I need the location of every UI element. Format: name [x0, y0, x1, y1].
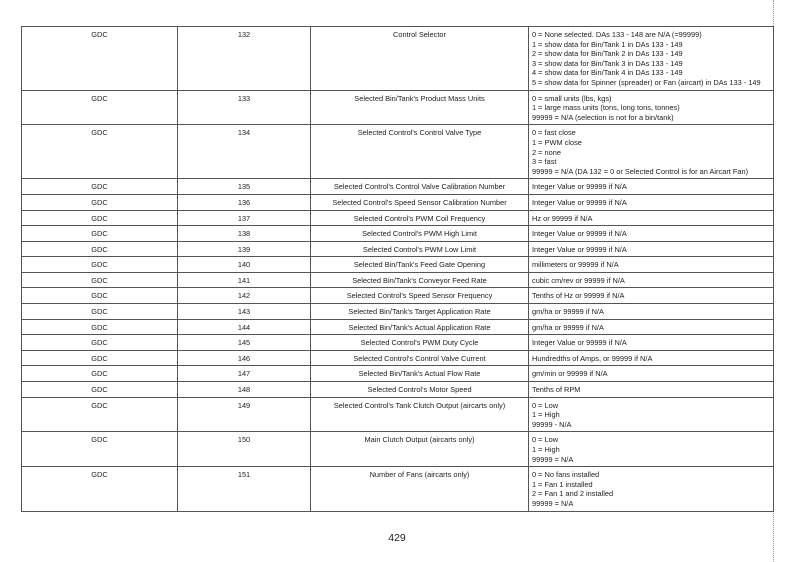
description-cell [529, 288, 774, 304]
da-name-cell: Selected Bin/Tank's Actual Application Rate [311, 319, 529, 335]
description-line: 1 = show data for Bin/Tank 1 in DAs 133 - 149 [532, 39, 683, 49]
description-line: Integer Value or 99999 if N/A [532, 229, 627, 239]
page-number: 429 [388, 532, 406, 544]
table-row [22, 210, 774, 226]
da-number-cell: 141 [178, 272, 311, 288]
table-row [22, 272, 774, 288]
da-number-cell: 133 [178, 90, 311, 125]
description-line: 1 = High [532, 410, 560, 420]
description-line: 0 = Low [532, 435, 559, 445]
da-name-cell: Selected Bin/Tank's Product Mass Units [311, 90, 529, 125]
da-number-cell: 140 [178, 257, 311, 273]
description-line: 5 = show data for Spinner (spreader) or Fan (aircart) in DAs 133 - 149 [532, 77, 761, 87]
da-name-cell: Selected Bin/Tank's Actual Flow Rate [311, 366, 529, 382]
da-name-cell: Selected Bin/Tank's Target Application Rate [311, 304, 529, 320]
description-line: Tenths of Hz or 99999 if N/A [532, 291, 625, 301]
da-name-cell: Control Selector [311, 27, 529, 91]
da-number-cell: 143 [178, 304, 311, 320]
description-line: 1 = PWM close [532, 137, 582, 147]
table-body [22, 27, 774, 512]
da-name-cell: Selected Control's PWM Coil Frequency [311, 210, 529, 226]
table-row [22, 304, 774, 320]
description-line: cubic cm/rev or 99999 if N/A [532, 275, 625, 285]
table-row [22, 397, 774, 432]
description-cell [529, 432, 774, 467]
description-line: 99999 = N/A [532, 498, 574, 508]
description-line: 99999 - N/A [532, 419, 572, 429]
da-number-cell: 132 [178, 27, 311, 91]
description-cell [529, 350, 774, 366]
description-cell [529, 179, 774, 195]
source-cell: GDC [22, 382, 178, 398]
da-name-cell: Selected Control's Control Valve Calibration Number [311, 179, 529, 195]
description-cell [529, 257, 774, 273]
da-number-cell: 139 [178, 241, 311, 257]
table-row [22, 366, 774, 382]
description-line: gm/ha or 99999 if N/A [532, 307, 604, 317]
description-line: Integer Value or 99999 if N/A [532, 197, 627, 207]
table-row [22, 257, 774, 273]
source-cell: GDC [22, 257, 178, 273]
source-cell: GDC [22, 194, 178, 210]
description-line: Hundredths of Amps, or 99999 if N/A [532, 353, 653, 363]
description-line: 4 = show data for Bin/Tank 4 in DAs 133 - 149 [532, 68, 683, 78]
source-cell: GDC [22, 179, 178, 195]
da-number-cell: 138 [178, 226, 311, 242]
description-line: Tenths of RPM [532, 385, 581, 395]
da-name-cell: Selected Control's Motor Speed [311, 382, 529, 398]
da-name-cell: Selected Bin/Tank's Feed Gate Opening [311, 257, 529, 273]
table-row [22, 335, 774, 351]
source-cell: GDC [22, 350, 178, 366]
description-line: 99999 = N/A (selection is not for a bin/tank) [532, 112, 674, 122]
source-cell: GDC [22, 397, 178, 432]
description-cell [529, 382, 774, 398]
data-attribute-table [21, 26, 774, 512]
description-cell [529, 90, 774, 125]
table-row [22, 226, 774, 242]
da-name-cell: Selected Control's Tank Clutch Output (aircarts only) [311, 397, 529, 432]
description-line: 2 = Fan 1 and 2 installed [532, 489, 614, 499]
description-cell [529, 319, 774, 335]
description-cell [529, 366, 774, 382]
source-cell: GDC [22, 335, 178, 351]
da-name-cell: Selected Bin/Tank's Conveyor Feed Rate [311, 272, 529, 288]
da-name-cell: Main Clutch Output (aircarts only) [311, 432, 529, 467]
description-line: 0 = No fans installed [532, 470, 600, 480]
da-name-cell: Selected Control's PWM Duty Cycle [311, 335, 529, 351]
da-name-cell: Selected Control's PWM High Limit [311, 226, 529, 242]
description-line: 0 = Low [532, 400, 559, 410]
description-cell [529, 467, 774, 511]
description-cell [529, 397, 774, 432]
da-name-cell: Selected Control's PWM Low Limit [311, 241, 529, 257]
table-row [22, 467, 774, 511]
source-cell: GDC [22, 27, 178, 91]
description-line: Integer Value or 99999 if N/A [532, 338, 627, 348]
description-line: 1 = High [532, 445, 560, 454]
description-line: gm/min or 99999 if N/A [532, 369, 608, 379]
source-cell: GDC [22, 272, 178, 288]
description-cell [529, 226, 774, 242]
table-row [22, 241, 774, 257]
da-number-cell: 142 [178, 288, 311, 304]
source-cell: GDC [22, 90, 178, 125]
da-number-cell: 147 [178, 366, 311, 382]
table-row [22, 194, 774, 210]
source-cell: GDC [22, 241, 178, 257]
da-number-cell: 150 [178, 432, 311, 467]
da-name-cell: Selected Control's Speed Sensor Calibration Number [311, 194, 529, 210]
description-line: gm/ha or 99999 if N/A [532, 322, 604, 332]
table-row [22, 90, 774, 125]
da-number-cell: 135 [178, 179, 311, 195]
table-row [22, 125, 774, 179]
da-number-cell: 136 [178, 194, 311, 210]
da-number-cell: 144 [178, 319, 311, 335]
da-number-cell: 145 [178, 335, 311, 351]
source-cell: GDC [22, 210, 178, 226]
source-cell: GDC [22, 125, 178, 179]
description-cell [529, 304, 774, 320]
description-line: 0 = None selected. DAs 133 - 148 are N/A (=99999) [532, 30, 702, 39]
table-row [22, 432, 774, 467]
description-cell [529, 241, 774, 257]
da-number-cell: 134 [178, 125, 311, 179]
source-cell: GDC [22, 304, 178, 320]
description-line: millimeters or 99999 if N/A [532, 260, 619, 270]
description-line: 3 = fast [532, 157, 557, 167]
da-name-cell: Selected Control's Speed Sensor Frequency [311, 288, 529, 304]
description-cell [529, 335, 774, 351]
source-cell: GDC [22, 319, 178, 335]
table-row [22, 319, 774, 335]
description-line: 0 = small units (lbs, kgs) [532, 93, 612, 103]
description-line: 3 = show data for Bin/Tank 3 in DAs 133 - 149 [532, 58, 683, 68]
source-cell: GDC [22, 432, 178, 467]
table-row [22, 179, 774, 195]
description-line: 2 = none [532, 147, 561, 157]
source-cell: GDC [22, 467, 178, 511]
description-line: 2 = show data for Bin/Tank 2 in DAs 133 - 149 [532, 49, 683, 59]
table-row [22, 27, 774, 91]
da-name-cell: Number of Fans (aircarts only) [311, 467, 529, 511]
description-line: Integer Value or 99999 if N/A [532, 182, 627, 192]
description-cell [529, 272, 774, 288]
description-cell [529, 27, 774, 91]
description-cell [529, 194, 774, 210]
description-line: Integer Value or 99999 if N/A [532, 244, 627, 254]
description-line: 99999 = N/A (DA 132 = 0 or Selected Control is for an Aircart Fan) [532, 166, 749, 176]
da-name-cell: Selected Control's Control Valve Current [311, 350, 529, 366]
description-line: 99999 = N/A [532, 454, 574, 464]
description-line: 1 = Fan 1 installed [532, 479, 593, 489]
da-number-cell: 149 [178, 397, 311, 432]
description-line: Hz or 99999 if N/A [532, 213, 593, 223]
da-number-cell: 137 [178, 210, 311, 226]
da-number-cell: 146 [178, 350, 311, 366]
description-line: 1 = large mass units (tons, long tons, tonnes) [532, 103, 680, 113]
table-row [22, 350, 774, 366]
da-number-cell: 151 [178, 467, 311, 511]
source-cell: GDC [22, 288, 178, 304]
description-line: 0 = fast close [532, 128, 576, 138]
source-cell: GDC [22, 226, 178, 242]
source-cell: GDC [22, 366, 178, 382]
table-row [22, 382, 774, 398]
description-cell [529, 125, 774, 179]
da-name-cell: Selected Control's Control Valve Type [311, 125, 529, 179]
description-cell [529, 210, 774, 226]
table-row [22, 288, 774, 304]
da-number-cell: 148 [178, 382, 311, 398]
